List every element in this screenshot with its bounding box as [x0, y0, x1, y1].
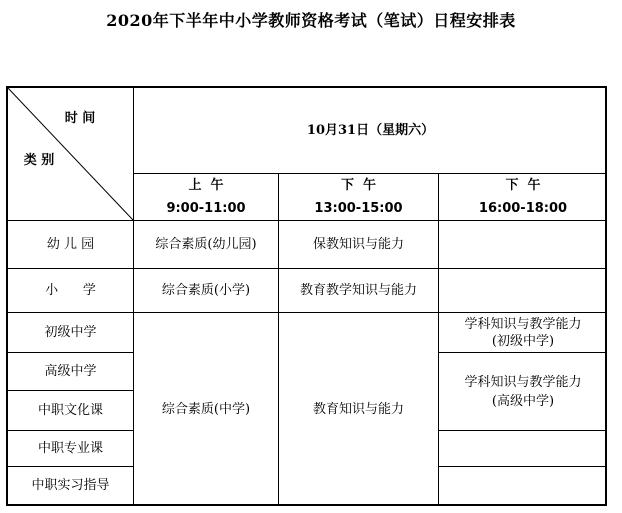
session-name: 下 午: [340, 177, 377, 193]
divider: [438, 430, 607, 431]
page-title: 2020年下半年中小学教师资格考试（笔试）日程安排表: [106, 11, 516, 30]
exam-cell: 综合素质(小学): [161, 283, 251, 298]
exam-cell: 学科知识与教学能力 (初级中学): [464, 316, 582, 349]
time-label: 时 间: [64, 110, 96, 126]
session-name: 下 午: [505, 177, 541, 193]
category-vocational-culture: 中职文化课: [37, 403, 103, 418]
category-junior-middle: 初级中学: [44, 325, 97, 340]
session-time: 13:00-15:00: [314, 200, 403, 216]
exam-cell: 保教知识与能力: [312, 237, 404, 252]
session-time: 9:00-11:00: [166, 200, 246, 216]
category-primary: 小 学: [45, 283, 96, 298]
exam-cell: 综合素质(幼儿园): [155, 237, 257, 252]
category-vocational-major: 中职专业课: [37, 441, 103, 456]
session-name: 上 午: [188, 177, 224, 193]
exam-cell: 学科知识与教学能力 (高级中学): [464, 374, 582, 409]
session-time: 16:00-18:00: [478, 200, 568, 216]
date-header: 10月31日（星期六）: [306, 123, 435, 138]
exam-cell: [439, 221, 607, 268]
exam-cell-merged: 综合素质(中学): [161, 402, 251, 417]
category-kindergarten: 幼 儿 园: [46, 237, 95, 252]
category-senior-middle: 高级中学: [44, 364, 97, 379]
exam-cell: 教育教学知识与能力: [299, 283, 417, 298]
exam-cell-merged: 教育知识与能力: [312, 402, 404, 417]
category-label: 类 别: [23, 152, 55, 168]
exam-cell: [439, 269, 607, 312]
divider: [438, 466, 607, 467]
category-vocational-practice: 中职实习指导: [31, 478, 110, 493]
